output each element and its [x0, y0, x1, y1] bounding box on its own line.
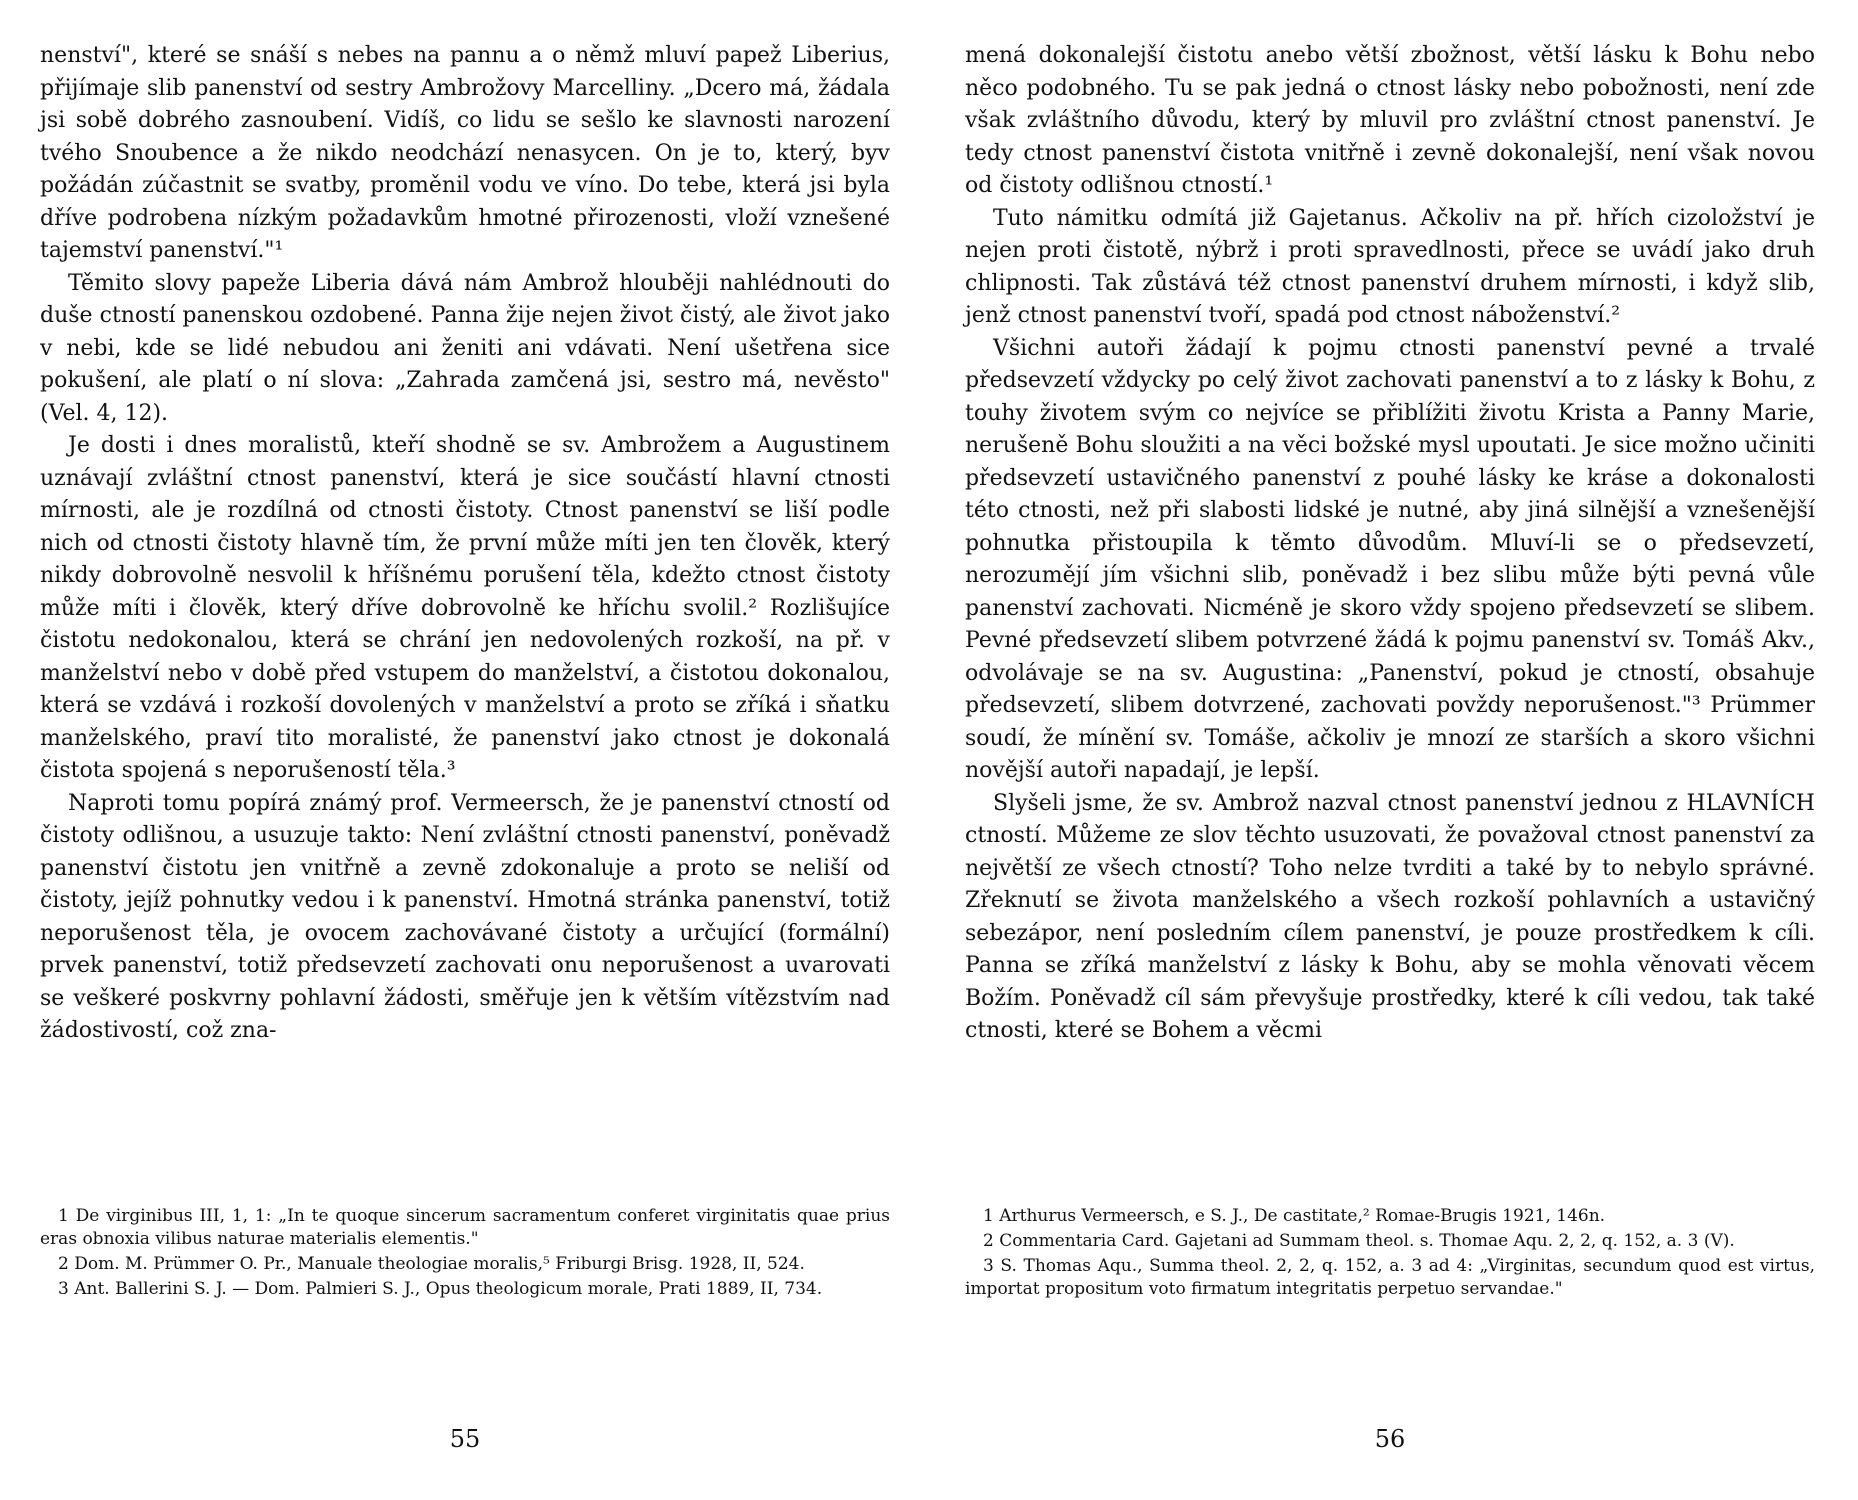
- paragraph: Všichni autoři žádají k pojmu ctnosti panenství pevné a trvalé předsevzetí vždycky po celý život zachovati panenství a to z lásky k Bohu, z touhy životem svým co nejvíce se přiblížiti životu Krista a Panny Marie, nerušeně Bohu sloužiti a na věci božské mysl upoutati. Je sice možno učiniti předsevzetí ustavičného panenství z pouhé lásky ke kráse a dokonalosti této ctnosti, než při slabosti lidské je nutné, aby jiná silnější a vznešenější pohnutka přistoupila k těmto důvodům. Mluví-li se o předsevzetí, nerozumějí jím všichni slib, poněvadž i bez slibu může býti pevná vůle panenství zachovati. Nicméně je skoro vždy spojeno předsevzetí se slibem. Pevné předsevzetí slibem potvrzené žádá k pojmu panenství sv. Tomáš Akv., odvolávaje se na sv. Augustina: „Panenství, pokud je ctností, obsahuje předsevzetí, slibem dotvrzené, zachovati povždy neporušenost."³ Prümmer soudí, že mínění sv. Tomáše, ačkoliv je mnozí ze starších a skoro všichni novější autoři napadají, je lepší.: [965, 335, 1815, 783]
- paragraph: Naproti tomu popírá známý prof. Vermeersch, že je panenství ctností od čistoty odlišnou, a usuzuje takto: Není zvláštní ctnosti panenství, poněvadž panenství čistotu jen vnitřně a zevně zdokonaluje a proto se neliší od čistoty, jejíž pohnutky vedou i k panenství. Hmotná stránka panenství, totiž neporušenost těla, je ovocem zachovávané čistoty a určující (formální) prvek panenství, totiž předsevzetí zachovati onu neporušenost a uvarovati se veškeré poskvrny pohlavní žádosti, směřuje jen k větším vítězstvím nad žádostivostí, což zna-: [40, 790, 890, 1043]
- footnote: 2 Dom. M. Prümmer O. Pr., Manuale theologiae moralis,⁵ Friburgi Brisg. 1928, II, 524.: [58, 1254, 805, 1274]
- paragraph: Slyšeli jsme, že sv. Ambrož nazval ctnost panenství jednou z HLAVNÍCH ctností. Můžeme ze slov těchto usuzovati, že považoval ctnost panenství za největší ze všech ctností? Toho nelze tvrditi a také by to nebylo správné. Zřeknutí se života manželského a všech rozkoší pohlavních a ustavičný sebezápor, není posledním cílem panenství, je pouze prostředkem k cíli. Panna se zříká manželství z lásky k Bohu, aby se mohla věnovati věcem Božím. Poněvadž cíl sám převyšuje prostředky, které k cíli vedou, tak také ctnosti, které se Bohem a věcmi: [965, 790, 1815, 1043]
- paragraph: nenství", které se snáší s nebes na pannu a o němž mluví papež Liberius, přijímaje slib panenství od sestry Ambrožovy Marcelliny. „Dcero má, žádala jsi sobě dobrého zasnoubení. Vidíš, co lidu se sešlo ke slavnosti narození tvého Snoubence a že nikdo neodchází nenasycen. On je to, který, byv požádán zúčastnit se svatby, proměnil vodu ve víno. Do tebe, která jsi byla dříve podrobena nízkým požadavkům hmotné přirozenosti, vloží vznešené tajemství panenství."¹: [40, 43, 890, 263]
- paragraph: mená dokonalejší čistotu anebo větší zbožnost, větší lásku k Bohu nebo něco podobného. Tu se pak jedná o ctnost lásky nebo pobožnosti, není zde však zvláštního důvodu, který by mluvil pro zvláštní ctnost panenství. Je tedy ctnost panenství čistota vnitřně i zevně dokonalejší, není však novou od čistoty odlišnou ctností.¹: [965, 43, 1815, 198]
- footnote: 1 De virginibus III, 1, 1: „In te quoque sincerum sacramentum conferet virginitatis quae prius eras obnoxia vilibus naturae materialis elementis.": [40, 1206, 890, 1249]
- left-footnotes: [40, 1205, 890, 1303]
- right-footnotes: [965, 1205, 1815, 1303]
- paragraph: Těmito slovy papeže Liberia dává nám Ambrož hlouběji nahlédnouti do duše ctností panenskou ozdobené. Panna žije nejen život čistý, ale život jako v nebi, kde se lidé nebudou ani ženiti ani vdávati. Není ušetřena sice pokušení, ale platí o ní slova: „Zahrada zamčená jsi, sestro má, nevěsto" (Vel. 4, 12).: [40, 270, 890, 426]
- paragraph: Tuto námitku odmítá již Gajetanus. Ačkoliv na př. hřích cizoložství je nejen proti čistotě, nýbrž i proti spravedlnosti, přece se uvádí jako druh chlipnosti. Tak zůstává též ctnost panenství druhem mírnosti, i když slib, jenž ctnost panenství tvoří, spadá pod ctnost náboženství.²: [965, 205, 1815, 328]
- footnote: 3 S. Thomas Aqu., Summa theol. 2, 2, q. 152, a. 3 ad 4: „Virginitas, secundum quod est virtus, importat propositum voto firmatum integritatis perpetuo servandae.": [965, 1256, 1815, 1299]
- footnote: 3 Ant. Ballerini S. J. — Dom. Palmieri S. J., Opus theologicum morale, Prati 1889, II, 734.: [58, 1279, 823, 1299]
- left-page: [40, 40, 890, 1048]
- page-number-right: 56: [1374, 1425, 1406, 1453]
- footnote: 1 Arthurus Vermeersch, e S. J., De castitate,² Romae-Brugis 1921, 146n.: [983, 1206, 1606, 1226]
- right-page: [965, 40, 1815, 1048]
- page-number-left: 55: [449, 1425, 481, 1453]
- footnote: 2 Commentaria Card. Gajetani ad Summam theol. s. Thomae Aqu. 2, 2, q. 152, a. 3 (V).: [983, 1231, 1735, 1251]
- paragraph: Je dosti i dnes moralistů, kteří shodně se sv. Ambrožem a Augustinem uznávají zvláštní ctnost panenství, která je sice součástí hlavní ctnosti mírnosti, ale je rozdílná od ctnosti čistoty. Ctnost panenství se liší podle nich od ctnosti čistoty hlavně tím, že první může míti jen ten člověk, který nikdy dobrovolně nesvolil k hříšnému porušení těla, kdežto ctnost čistoty může míti i člověk, který dříve dobrovolně ke hříchu svolil.² Rozlišujíce čistotu nedokonalou, která se chrání jen nedovolených rozkoší, na př. v manželství nebo v době před vstupem do manželství, a čistotou dokonalou, která se vzdává i rozkoší dovolených v manželství a proto se zříká i sňatku manželského, praví tito moralisté, že panenství jako ctnost je dokonalá čistota spojená s neporušeností těla.³: [40, 433, 890, 783]
